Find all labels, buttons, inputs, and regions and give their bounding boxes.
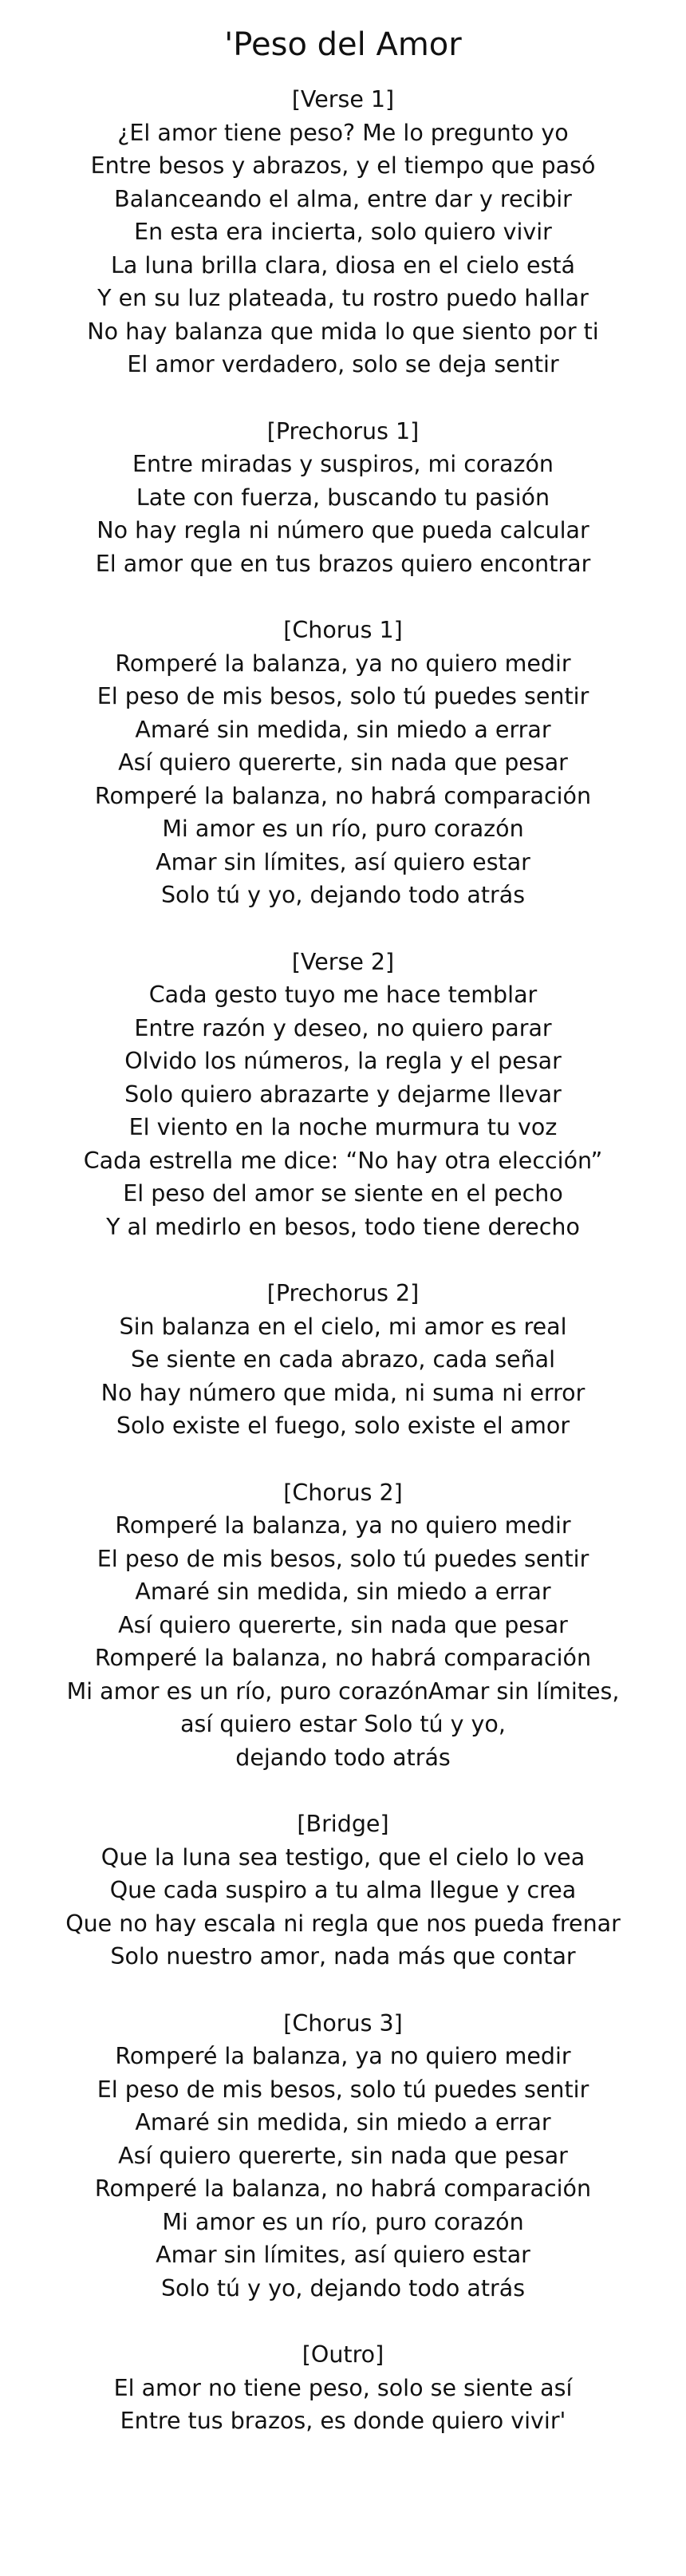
- lyrics-section: [0, 1808, 686, 1973]
- lyric-line: El amor no tiene peso, solo se siente así: [113, 2374, 573, 2401]
- lyric-line: Romperé la balanza, ya no quiero medir: [115, 1512, 571, 1539]
- lyric-line: El peso del amor se siente en el pecho: [123, 1180, 563, 1207]
- lyric-line: Late con fuerza, buscando tu pasión: [136, 484, 550, 511]
- lyric-line: El peso de mis besos, solo tú puedes sentir: [97, 683, 589, 709]
- lyric-line: Y en su luz plateada, tu rostro puedo hallar: [97, 285, 589, 311]
- lyric-line: Balanceando el alma, entre dar y recibir: [114, 185, 572, 212]
- lyric-line: Entre razón y deseo, no quiero parar: [134, 1014, 552, 1041]
- lyric-line: Que la luna sea testigo, que el cielo lo vea: [101, 1843, 585, 1871]
- lyric-line: así quiero estar Solo tú y yo,: [180, 1711, 506, 1737]
- lyric-line: Amaré sin medida, sin miedo a errar: [135, 716, 551, 743]
- lyric-line: Amar sin límites, así quiero estar: [156, 848, 530, 875]
- section-heading: [Chorus 1]: [283, 617, 403, 643]
- lyric-line: No hay regla ni número que pueda calcular: [97, 517, 589, 543]
- song-title: 'Peso del Amor: [224, 26, 462, 63]
- lyric-line: El amor verdadero, solo se deja sentir: [127, 351, 559, 377]
- lyric-line: Entre miradas y suspiros, mi corazón: [132, 451, 554, 477]
- lyric-line: Amar sin límites, así quiero estar: [156, 2242, 530, 2268]
- lyrics-section: [0, 415, 686, 581]
- lyric-line: Amaré sin medida, sin miedo a errar: [135, 2109, 551, 2135]
- lyric-line: El peso de mis besos, solo tú puedes sentir: [97, 2076, 589, 2103]
- lyrics-section: [0, 614, 686, 912]
- lyric-line: Que cada suspiro a tu alma llegue y crea: [109, 1877, 577, 1903]
- lyric-line: Cada gesto tuyo me hace temblar: [148, 982, 538, 1008]
- lyric-line: Olvido los números, la regla y el pesar: [124, 1048, 562, 1074]
- section-heading: [Verse 2]: [291, 948, 395, 975]
- lyric-line: Sin balanza en el cielo, mi amor es real: [119, 1313, 567, 1340]
- lyric-line: No hay número que mida, ni suma ni error: [101, 1379, 585, 1406]
- lyric-line: Romperé la balanza, ya no quiero medir: [115, 2043, 571, 2069]
- lyric-line: Solo existe el fuego, solo existe el amor: [116, 1412, 570, 1439]
- lyric-line: La luna brilla clara, diosa en el cielo está: [111, 251, 575, 279]
- lyric-line: Romperé la balanza, no habrá comparación: [94, 2175, 592, 2202]
- lyric-line: Romperé la balanza, no habrá comparación: [94, 1645, 592, 1671]
- section-heading: [Chorus 2]: [283, 1479, 403, 1506]
- lyric-line: Así quiero quererte, sin nada que pesar: [118, 1611, 568, 1638]
- section-heading: [Prechorus 1]: [266, 417, 420, 444]
- lyric-line: Solo tú y yo, dejando todo atrás: [160, 2274, 526, 2301]
- lyrics-section: [0, 946, 686, 1244]
- lyric-line: Amaré sin medida, sin miedo a errar: [135, 1578, 551, 1605]
- lyric-line: Entre tus brazos, es donde quiero vivir': [120, 2408, 566, 2434]
- lyric-line: Mi amor es un río, puro corazón: [162, 816, 524, 842]
- lyrics-section: [0, 83, 686, 381]
- lyric-line: Solo quiero abrazarte y dejarme llevar: [124, 1081, 562, 1108]
- section-heading: [Chorus 3]: [283, 2009, 403, 2037]
- lyrics-section: [0, 2338, 686, 2438]
- lyric-line: Se siente en cada abrazo, cada señal: [130, 1346, 556, 1373]
- lyric-line: Romperé la balanza, no habrá comparación: [94, 782, 592, 809]
- lyric-line: ¿El amor tiene peso? Me lo pregunto yo: [117, 119, 569, 146]
- section-heading: [Bridge]: [297, 1811, 389, 1837]
- lyric-line: Solo tú y yo, dejando todo atrás: [160, 882, 526, 908]
- lyrics-body: [0, 83, 686, 2438]
- lyric-line: En esta era incierta, solo quiero vivir: [134, 219, 552, 245]
- lyric-line: Entre besos y abrazos, y el tiempo que pasó: [90, 152, 596, 179]
- section-heading: [Verse 1]: [291, 86, 395, 113]
- lyric-line: El amor que en tus brazos quiero encontrar: [95, 550, 591, 577]
- lyrics-section: [0, 2007, 686, 2305]
- lyric-line: Así quiero quererte, sin nada que pesar: [118, 749, 568, 776]
- lyric-line: Y al medirlo en besos, todo tiene derecho: [106, 1213, 580, 1240]
- lyric-line: Romperé la balanza, ya no quiero medir: [115, 650, 571, 677]
- lyric-line: Mi amor es un río, puro corazón: [162, 2208, 524, 2235]
- lyric-line: No hay balanza que mida lo que siento por ti: [87, 318, 599, 345]
- lyrics-page: [0, 22, 686, 2438]
- lyric-line: El viento en la noche murmura tu voz: [128, 1114, 558, 1140]
- lyric-line: dejando todo atrás: [235, 1744, 451, 1771]
- lyrics-section: [0, 1277, 686, 1443]
- lyric-line: Cada estrella me dice: “No hay otra elección”: [83, 1147, 603, 1174]
- lyric-line: Así quiero quererte, sin nada que pesar: [118, 2142, 568, 2169]
- lyric-line: Solo nuestro amor, nada más que contar: [110, 1943, 576, 1970]
- lyric-line: Mi amor es un río, puro corazónAmar sin límites,: [66, 1677, 620, 1705]
- lyric-line: Que no hay escala ni regla que nos pueda frenar: [65, 1910, 621, 1937]
- lyric-line: El peso de mis besos, solo tú puedes sentir: [97, 1545, 589, 1572]
- section-heading: [Prechorus 2]: [266, 1280, 420, 1306]
- section-heading: [Outro]: [302, 2341, 384, 2368]
- lyrics-section: [0, 1476, 686, 1775]
